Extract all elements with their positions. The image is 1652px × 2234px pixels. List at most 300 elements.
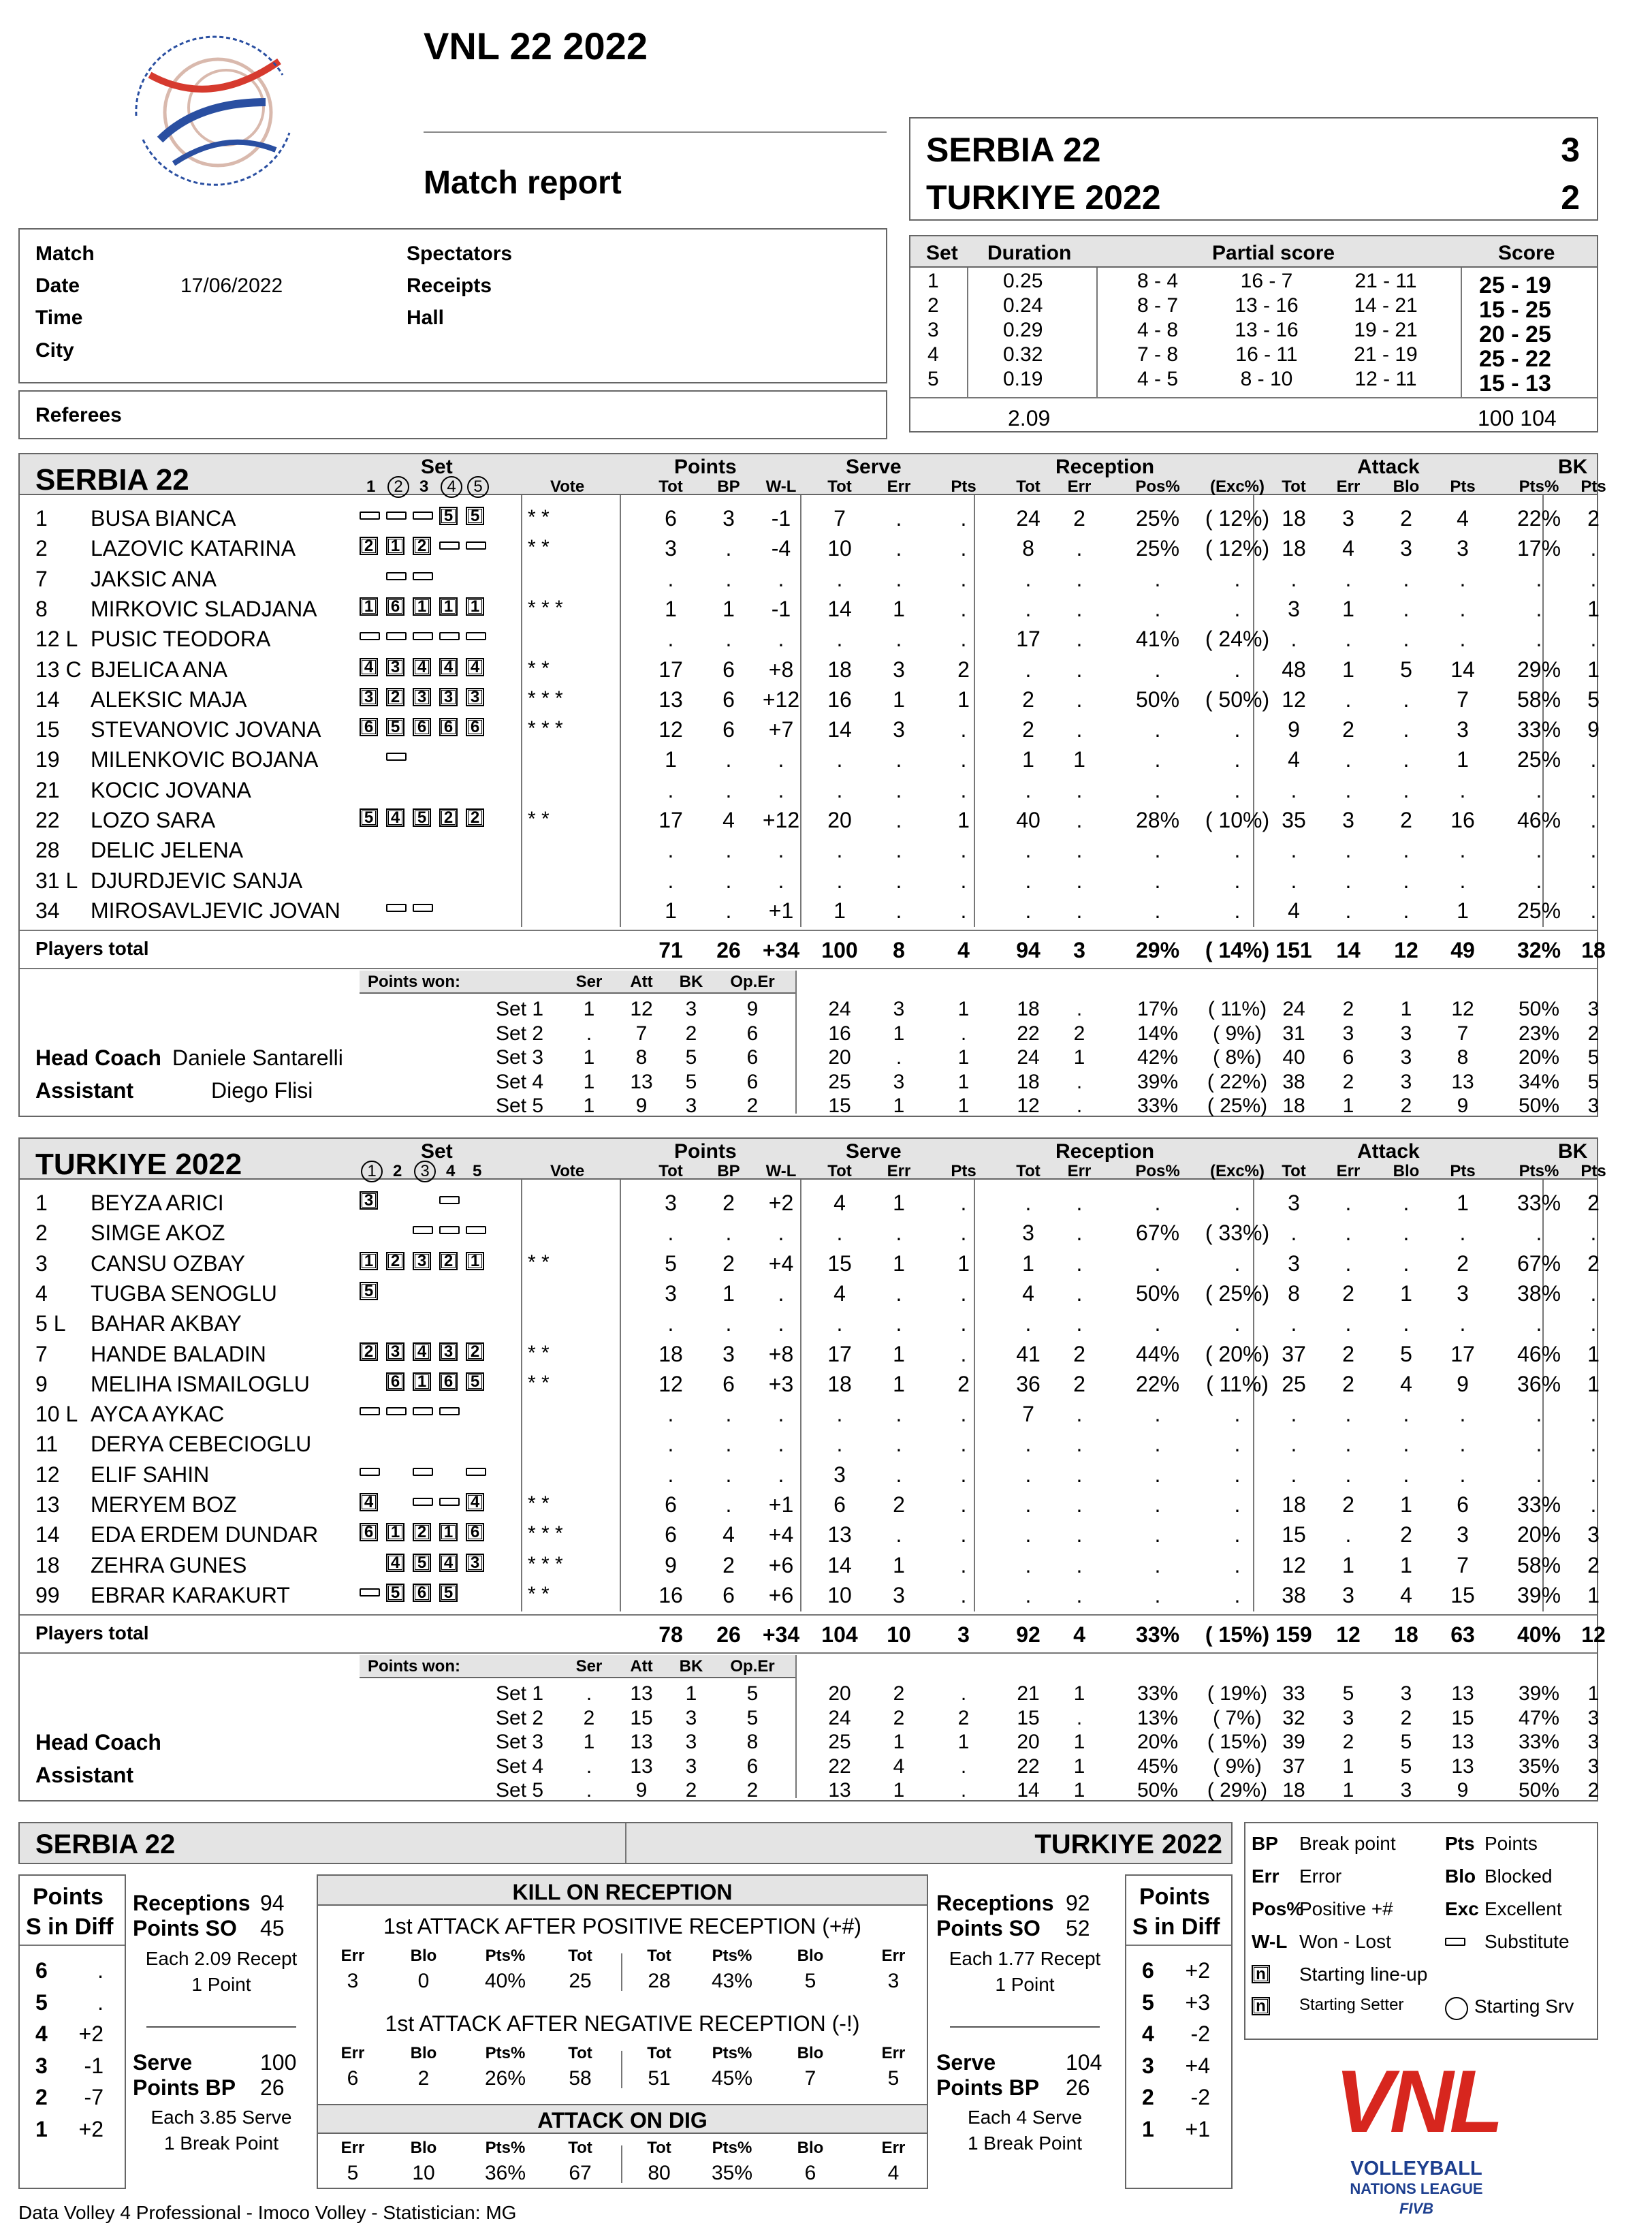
t2-serve-label: Serve <box>936 2050 996 2075</box>
player-stat: . <box>1154 1402 1161 1427</box>
player-stat: . <box>1234 1492 1241 1517</box>
player-stat: . <box>1234 1402 1241 1427</box>
points-won-hdr: Op.Er <box>730 1657 775 1676</box>
player-stat: 18 <box>1282 1492 1306 1517</box>
player-stat: . <box>1403 838 1410 863</box>
player-stat: . <box>1025 596 1032 621</box>
kor-value: 26% <box>484 2067 526 2090</box>
set-stat-value: 5 <box>1342 1682 1354 1705</box>
player-stat: 2 <box>893 1492 905 1517</box>
player-stat: . <box>1025 868 1032 893</box>
col-serve: Serve <box>846 456 902 478</box>
player-number: 19 <box>35 747 60 772</box>
starting-position-box <box>413 1252 431 1270</box>
player-number: 8 <box>35 596 48 621</box>
sin-diff: +1 <box>1185 2116 1210 2141</box>
player-stat: 2 <box>1073 506 1085 531</box>
players-total-stat: 49 <box>1450 938 1475 963</box>
substitute-marker <box>413 1226 433 1234</box>
t2-each-srv: Each 4 Serve <box>967 2107 1083 2128</box>
player-number: 21 <box>35 777 60 802</box>
player-stat: 6 <box>722 1582 735 1607</box>
starting-position-box <box>413 1523 431 1541</box>
t1-each-rec: Each 2.09 Recept <box>145 1948 298 1969</box>
starting-position-value: 6 <box>388 599 402 614</box>
legend-key: Err <box>1252 1866 1280 1887</box>
player-vote: * * <box>528 536 550 559</box>
player-stat: 3 <box>833 1462 846 1487</box>
set-stat-value: 13 <box>1451 1731 1474 1754</box>
starting-position-box <box>439 507 458 525</box>
player-vote: * * * <box>528 687 563 710</box>
player-stat: 7 <box>1457 1552 1469 1577</box>
player-stat: . <box>836 838 843 863</box>
player-stat: . <box>1234 868 1241 893</box>
set-stat-value: 9 <box>1457 1779 1469 1802</box>
player-stat: . <box>960 717 967 742</box>
player-number: 15 <box>35 717 60 742</box>
player-stat: 4 <box>833 1191 846 1215</box>
player-stat: . <box>725 777 732 802</box>
points-won-value: 5 <box>685 1070 697 1093</box>
set-stat-value: 1 <box>1587 1682 1600 1705</box>
player-stat: 5 <box>665 1250 677 1276</box>
set-number: 3 <box>419 477 429 496</box>
player-name: ZEHRA GUNES <box>91 1552 247 1577</box>
player-vote: * * <box>528 1250 550 1274</box>
player-stat: . <box>1590 1221 1597 1246</box>
set-row-partial1: 4 - 5 <box>1137 368 1179 390</box>
kor-value: 80 <box>648 2162 671 2184</box>
players-total-stat: 10 <box>887 1622 911 1648</box>
player-stat: 6 <box>722 717 735 742</box>
player-stat: 2 <box>722 1191 735 1215</box>
set-stat-value: ( 19%) <box>1207 1682 1268 1705</box>
points-won-value: 3 <box>685 1731 697 1754</box>
player-stat: . <box>1345 687 1352 712</box>
player-stat: +4 <box>768 1250 794 1276</box>
set-stat-value: 24 <box>828 998 851 1021</box>
sin-set: 5 <box>1142 1989 1154 2015</box>
player-stat: . <box>667 1311 674 1336</box>
player-stat: . <box>1076 1191 1083 1215</box>
set-stat-value: 20% <box>1518 1046 1560 1069</box>
player-stat: . <box>1076 1462 1083 1487</box>
player-vote: * * * <box>528 1552 563 1575</box>
starting-position-value: 2 <box>468 1344 482 1359</box>
sets-hdr-duration: Duration <box>987 242 1072 264</box>
kor-value: 3 <box>887 1970 900 1992</box>
player-stat: . <box>1076 1552 1083 1577</box>
kor-value: 3 <box>347 1970 359 1992</box>
player-stat: 2 <box>1587 1552 1600 1577</box>
kor-value: 7 <box>804 2067 816 2090</box>
player-vote: * * <box>528 1341 550 1364</box>
player-stat: . <box>895 838 902 863</box>
set-stat-value: 25 <box>828 1070 851 1093</box>
set-stat-value: 1 <box>957 998 970 1021</box>
col-sub-pts: Pts <box>1580 477 1606 496</box>
sin-set: 3 <box>35 2053 48 2078</box>
player-stat: 8 <box>1288 1280 1300 1306</box>
set-number-circled: 4 <box>441 476 462 498</box>
starting-position-box <box>386 1252 404 1270</box>
player-stat: 16 <box>658 1582 683 1607</box>
player-stat: 12 <box>1282 687 1306 712</box>
starting-position-box <box>386 1523 404 1541</box>
starting-position-value: 2 <box>388 690 402 704</box>
col-sub-tot: Tot <box>1282 1162 1306 1180</box>
player-stat: . <box>1076 1582 1083 1607</box>
starting-position-value: 3 <box>468 690 482 704</box>
t1-pbp: 26 <box>260 2075 285 2100</box>
kor-hdr: Pts% <box>485 2139 526 2157</box>
player-stat: 1 <box>893 596 905 621</box>
player-stat: . <box>1076 717 1083 742</box>
set-number-circled: 5 <box>467 476 489 498</box>
set-stat-value: 2 <box>1342 1070 1354 1093</box>
player-stat: . <box>836 747 843 772</box>
player-stat: 2 <box>1073 1341 1085 1366</box>
player-name: HANDE BALADIN <box>91 1341 266 1366</box>
starting-position-box <box>360 1493 378 1511</box>
player-stat: . <box>1403 1402 1410 1427</box>
sin-set: 3 <box>1142 2053 1154 2078</box>
sets-hdr-set: Set <box>926 242 958 264</box>
set-stat-value: 3 <box>1400 1682 1412 1705</box>
sin-diff: -1 <box>84 2053 104 2078</box>
starting-position-box <box>413 658 431 676</box>
player-stat: . <box>1590 898 1597 923</box>
kor-hdr: Pts% <box>712 2139 752 2157</box>
substitute-marker <box>360 512 380 520</box>
player-stat: . <box>778 777 784 802</box>
player-stat: 2 <box>1342 1492 1354 1517</box>
player-stat: 35 <box>1282 808 1306 832</box>
starting-position-value: 1 <box>468 599 482 614</box>
starting-position-box <box>360 597 378 616</box>
player-number: 12 L <box>35 627 78 652</box>
player-stat: 1 <box>1342 596 1354 621</box>
player-stat: . <box>1290 1221 1297 1246</box>
starting-position-box <box>360 1282 378 1300</box>
player-stat: . <box>895 868 902 893</box>
player-stat: . <box>1590 868 1597 893</box>
starting-position-value: 3 <box>388 660 402 674</box>
starting-position-value: 1 <box>441 599 456 614</box>
player-name: PUSIC TEODORA <box>91 627 271 652</box>
player-stat: 1 <box>665 898 677 923</box>
kor-value: 28 <box>648 1970 671 1992</box>
points-won-value: 6 <box>746 1046 759 1069</box>
points-won-value: 9 <box>635 1779 648 1802</box>
set-stat-value: 25 <box>828 1731 851 1754</box>
set-stat-value: 17% <box>1137 998 1179 1021</box>
player-stat: . <box>1076 627 1083 652</box>
player-stat: . <box>1345 627 1352 652</box>
set-row-duration: 0.32 <box>1003 343 1043 366</box>
player-name: LAZOVIC KATARINA <box>91 536 296 561</box>
player-stat: . <box>960 1552 967 1577</box>
player-stat: . <box>667 868 674 893</box>
set-stat-value: 6 <box>1342 1046 1354 1069</box>
starting-position-box <box>439 1342 458 1361</box>
player-stat: 2 <box>1587 1250 1600 1276</box>
player-stat: 4 <box>833 1280 846 1306</box>
player-stat: 1 <box>1400 1492 1412 1517</box>
starting-position-box <box>386 597 404 616</box>
player-stat: . <box>960 566 967 591</box>
player-number: 12 <box>35 1462 60 1487</box>
starting-position-value: 1 <box>362 599 376 614</box>
info-label-hall: Hall <box>407 306 445 329</box>
player-name: EDA ERDEM DUNDAR <box>91 1522 319 1547</box>
player-stat: 15 <box>1282 1522 1306 1547</box>
player-stat: 37 <box>1282 1341 1306 1366</box>
players-total-stat: 104 <box>821 1622 858 1648</box>
starting-position-value: 5 <box>388 1586 402 1600</box>
starting-position-value: 5 <box>468 509 482 523</box>
kor-value: 10 <box>412 2162 435 2184</box>
player-stat: +1 <box>768 898 794 923</box>
sin-diff: . <box>97 1989 104 2015</box>
player-stat: 6 <box>665 506 677 531</box>
player-stat: 3 <box>665 1280 677 1306</box>
set-label: Set 2 <box>496 1022 544 1045</box>
set-stat-value: 2 <box>957 1706 970 1729</box>
players-total-stat: 71 <box>658 938 683 963</box>
player-stat: . <box>1076 1522 1083 1547</box>
player-stat: . <box>1154 1582 1161 1607</box>
player-stat: . <box>1234 898 1241 923</box>
total-points: 100 104 <box>1478 406 1557 430</box>
result-score1: 3 <box>1561 131 1580 169</box>
players-total-stat: 63 <box>1450 1622 1475 1648</box>
set-stat-value: 1 <box>1073 1755 1085 1778</box>
set-stat-value: 1 <box>1073 1779 1085 1802</box>
set-number: 4 <box>446 1162 456 1180</box>
set-row-duration: 0.19 <box>1003 368 1043 390</box>
set-stat-value: 24 <box>828 1706 851 1729</box>
col-sub-exc: (Exc%) <box>1209 477 1265 496</box>
starting-position-value: 6 <box>441 1374 456 1389</box>
set-stat-value: 16 <box>828 1022 851 1045</box>
summary-team2: TURKIYE 2022 <box>1034 1829 1222 1859</box>
player-stat: . <box>725 868 732 893</box>
player-stat: 3 <box>722 506 735 531</box>
player-stat: . <box>1290 1311 1297 1336</box>
player-stat: . <box>960 1522 967 1547</box>
starting-position-value: 1 <box>388 539 402 553</box>
substitute-marker <box>413 904 433 912</box>
player-stat: 48 <box>1282 657 1306 682</box>
player-stat: 2 <box>1342 1341 1354 1366</box>
starting-position-value: 3 <box>441 690 456 704</box>
player-stat: 13 <box>658 687 683 712</box>
player-stat: . <box>895 1402 902 1427</box>
points-won-value: 9 <box>635 1095 648 1118</box>
player-stat: 1 <box>833 898 846 923</box>
referees-label: Referees <box>35 404 122 426</box>
player-stat: 1 <box>893 1250 905 1276</box>
player-stat: 41% <box>1135 627 1180 652</box>
player-stat: 17 <box>1450 1341 1475 1366</box>
points-won-value: 9 <box>746 998 759 1021</box>
set-row-number: 1 <box>927 270 939 292</box>
kor-value: 43% <box>711 1970 753 1992</box>
starting-position-value: 4 <box>468 660 482 674</box>
player-stat: 33% <box>1516 1492 1561 1517</box>
set-stat-value: 1 <box>893 1022 905 1045</box>
starting-position-value: 3 <box>362 690 376 704</box>
player-stat: +8 <box>768 1341 794 1366</box>
player-stat: +12 <box>762 687 800 712</box>
player-vote: * * <box>528 1371 550 1394</box>
player-stat: . <box>960 596 967 621</box>
player-stat: . <box>725 838 732 863</box>
player-stat: 2 <box>1342 717 1354 742</box>
players-total-stat: 32% <box>1516 938 1561 963</box>
kor-value: 25 <box>569 1970 592 1992</box>
t2-each-rec2: 1 Point <box>995 1974 1055 1995</box>
player-number: 1 <box>35 506 48 531</box>
player-stat: . <box>1459 1311 1466 1336</box>
starting-position-box <box>439 1372 458 1391</box>
assistant-label: Assistant <box>35 1763 134 1788</box>
info-label-time: Time <box>35 306 83 329</box>
player-stat: 4 <box>1400 1582 1412 1607</box>
starting-position-value: 2 <box>468 811 482 825</box>
player-stat: 1 <box>893 1191 905 1215</box>
starting-position-value: 6 <box>415 720 429 734</box>
player-stat: 3 <box>665 1191 677 1215</box>
col-sub-pts: Pts <box>1450 1162 1476 1180</box>
starting-position-value: 3 <box>415 690 429 704</box>
set-stat-value: 13 <box>828 1779 851 1802</box>
points-won-value: 2 <box>685 1022 697 1045</box>
player-stat: 9 <box>1457 1371 1469 1396</box>
players-total-stat: +34 <box>762 1622 800 1648</box>
set-stat-value: 7 <box>1457 1022 1469 1045</box>
player-stat: 1 <box>957 687 970 712</box>
player-stat: . <box>1290 1462 1297 1487</box>
set-row-score: 15 - 25 <box>1479 297 1551 323</box>
substitute-marker <box>439 1407 460 1415</box>
col-sub-pts: Pts <box>951 1162 976 1180</box>
col-sub-blo: Blo <box>1393 1162 1420 1180</box>
player-stat: . <box>1403 777 1410 802</box>
kor-hdr: Blo <box>410 2044 437 2062</box>
starting-position-value: 3 <box>468 1556 482 1570</box>
player-stat: 3 <box>1342 808 1354 832</box>
player-stat: . <box>1345 1432 1352 1457</box>
starting-position-box <box>386 1372 404 1391</box>
t2-each-srv2: 1 Break Point <box>967 2133 1083 2154</box>
substitute-marker <box>386 572 407 580</box>
substitute-marker <box>413 1468 433 1476</box>
player-name: CANSU OZBAY <box>91 1250 245 1276</box>
starting-position-value: 1 <box>441 1525 456 1539</box>
substitute-marker <box>439 1226 460 1234</box>
set-row-score: 15 - 13 <box>1479 371 1551 396</box>
legend-text: Starting line-up <box>1299 1964 1428 1985</box>
starting-position-box <box>360 688 378 706</box>
set-stat-value: . <box>1076 1706 1083 1729</box>
set-number: 5 <box>473 1162 482 1180</box>
player-stat: . <box>725 1492 732 1517</box>
points-won-value: 7 <box>635 1022 648 1045</box>
set-stat-value: 15 <box>828 1095 851 1118</box>
player-stat: . <box>1076 898 1083 923</box>
players-total-stat: 12 <box>1581 1622 1606 1648</box>
player-stat: . <box>1234 1191 1241 1215</box>
player-stat: 9 <box>665 1552 677 1577</box>
points-won-value: 12 <box>630 998 653 1021</box>
player-stat: . <box>960 627 967 652</box>
starting-position-value: 4 <box>441 660 456 674</box>
points-won-value: 2 <box>746 1095 759 1118</box>
points-won-value: 13 <box>630 1682 653 1705</box>
legend-key: Exc <box>1445 1898 1479 1919</box>
player-name: SIMGE AKOZ <box>91 1221 225 1246</box>
player-stat: 6 <box>722 1371 735 1396</box>
player-name: TUGBA SENOGLU <box>91 1280 277 1306</box>
player-stat: 3 <box>893 717 905 742</box>
points-won-value: 6 <box>746 1022 759 1045</box>
kor-value: 67 <box>569 2162 592 2184</box>
substitute-marker <box>466 541 486 550</box>
set-stat-value: 39% <box>1518 1682 1560 1705</box>
player-stat: . <box>960 1492 967 1517</box>
set-stat-value: 3 <box>1400 1070 1412 1093</box>
starting-lineup-icon <box>1252 1965 1270 1983</box>
starting-position-value: 5 <box>362 811 376 825</box>
t1-receptions: 94 <box>260 1891 285 1915</box>
player-name: MIRKOVIC SLADJANA <box>91 596 317 621</box>
player-number: 4 <box>35 1280 48 1306</box>
player-stat: . <box>1459 868 1466 893</box>
player-stat: 14 <box>1450 657 1475 682</box>
points-won-value: 2 <box>746 1779 759 1802</box>
set-stat-value: 33 <box>1282 1682 1305 1705</box>
sin-set: 1 <box>35 2116 48 2141</box>
player-stat: . <box>836 1402 843 1427</box>
points-won-value: 1 <box>583 998 595 1021</box>
player-stat: 67% <box>1516 1250 1561 1276</box>
kor-hdr: Tot <box>647 2139 671 2157</box>
player-number: 9 <box>35 1371 48 1396</box>
player-vote: * * <box>528 506 550 529</box>
col-set-label: Set <box>421 1140 453 1163</box>
player-number: 5 L <box>35 1311 66 1336</box>
starting-position-value: 1 <box>388 1525 402 1539</box>
col-sub-err: Err <box>1336 477 1361 496</box>
player-stat: 46% <box>1516 808 1561 832</box>
dig-title: ATTACK ON DIG <box>537 2108 708 2133</box>
info-label-city: City <box>35 339 74 362</box>
substitute-marker <box>466 1226 486 1234</box>
player-name: ELIF SAHIN <box>91 1462 210 1487</box>
player-stat: 1 <box>1587 1341 1600 1366</box>
federation-logo <box>109 20 313 204</box>
starting-position-box <box>386 718 404 736</box>
set-stat-value: 1 <box>1073 1682 1085 1705</box>
set-stat-value: 2 <box>893 1682 905 1705</box>
player-stat: . <box>836 777 843 802</box>
set-stat-value: 50% <box>1518 998 1560 1021</box>
points-won-label: Points won: <box>368 973 460 992</box>
starting-position-value: 2 <box>362 1344 376 1359</box>
